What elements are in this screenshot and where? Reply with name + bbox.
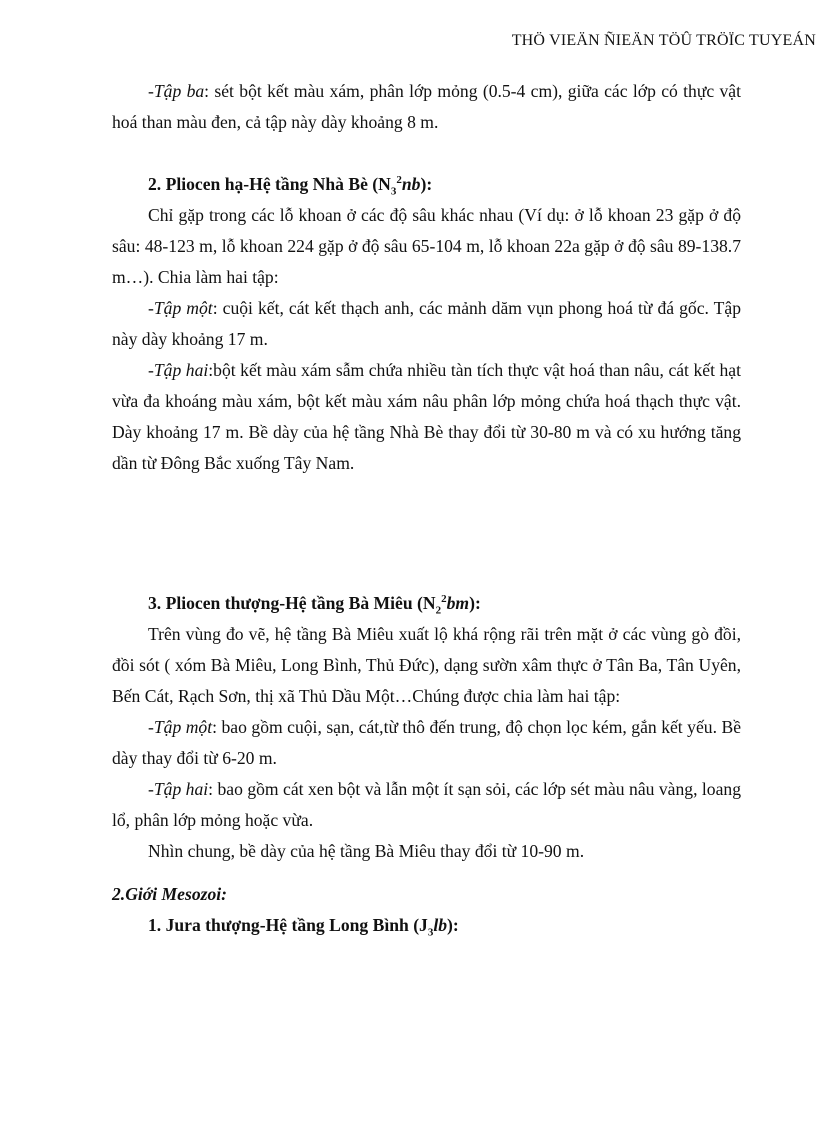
ba-mieu-summary: Nhìn chung, bề dày của hệ tầng Bà Miêu thay đổi từ 10-90 m. [148, 841, 585, 861]
tap-ba-label: -Tập ba [148, 81, 205, 101]
mesozoi-title: 2.Giới Mesozoi: [112, 884, 228, 904]
section-ba-mieu-heading: 3. Pliocen thượng-Hệ tầng Bà Miêu $(N_2^2bm)$: [148, 593, 481, 617]
ba-mieu-tap-hai: -Tập hai: bao gồm cát xen bột và lẫn một ít sạn sỏi, các lớp sét màu nâu vàng, loang lổ, phân lớp mỏng hoặc vừa. [112, 779, 741, 830]
nha-be-tap-hai: -Tập hai:bột kết màu xám sẫm chứa nhiều tàn tích thực vật hoá than nâu, cát kết hạt vừa đa khoáng màu xám, bột kết màu xám nâu phân lớp mỏng chứa hoá thạch thực vật. Dày khoảng 17 m. Bề dày của hệ tầng Nhà Bè thay đổi từ 30-80 m và có xu hướng tăng dần từ Đông Bắc xuống Tây Nam. [112, 360, 741, 473]
tap-ba-text: : sét bột kết màu xám, phân lớp mỏng (0.5-4 cm), giữa các lớp có thực vật hoá than màu đen, cả tập này dày khoảng 8 m. [112, 81, 742, 132]
nha-be-tap-mot: -Tập một: cuội kết, cát kết thạch anh, các mảnh dăm vụn phong hoá từ đá gốc. Tập này dày khoảng 17 m. [112, 298, 741, 349]
ba-mieu-tap-mot: -Tập một: bao gồm cuội, sạn, cát,từ thô đến trung, độ chọn lọc kém, gắn kết yếu. Bề dày thay đổi từ 6-20 m. [112, 717, 742, 768]
document-body [112, 76, 741, 941]
page-header: THÖ VIEÄN ÑIEÄN TÖÛ TRÖÏC TUYEÁN [511, 32, 816, 49]
section-nha-be-intro: Chỉ gặp trong các lỗ khoan ở các độ sâu khác nhau (Ví dụ: ở lỗ khoan 23 gặp ở độ sâu: 48-123 m, lỗ khoan 224 gặp ở độ sâu 65-104 m, lỗ khoan 22a gặp ở độ sâu 89-138.7 m…). Chia làm hai tập: [112, 205, 741, 287]
section-nha-be-heading: 2. Pliocen hạ-Hệ tầng Nhà Bè $(N_3^2nb)$: [148, 174, 433, 198]
long-binh-heading: 1. Jura thượng-Hệ tầng Long Bình $(J_3lb)$: [148, 915, 459, 939]
section-ba-mieu-intro: Trên vùng đo vẽ, hệ tầng Bà Miêu xuất lộ khá rộng rãi trên mặt ở các vùng gò đồi, đồi sót ( xóm Bà Miêu, Long Bình, Thủ Đức), dạng sườn xâm thực ở Tân Ba, Tân Uyên, Bến Cát, Rạch Sơn, thị xã Thủ Dầu Một…Chúng được chia làm hai tập: [112, 624, 741, 706]
tap-ba-paragraph [112, 76, 741, 138]
